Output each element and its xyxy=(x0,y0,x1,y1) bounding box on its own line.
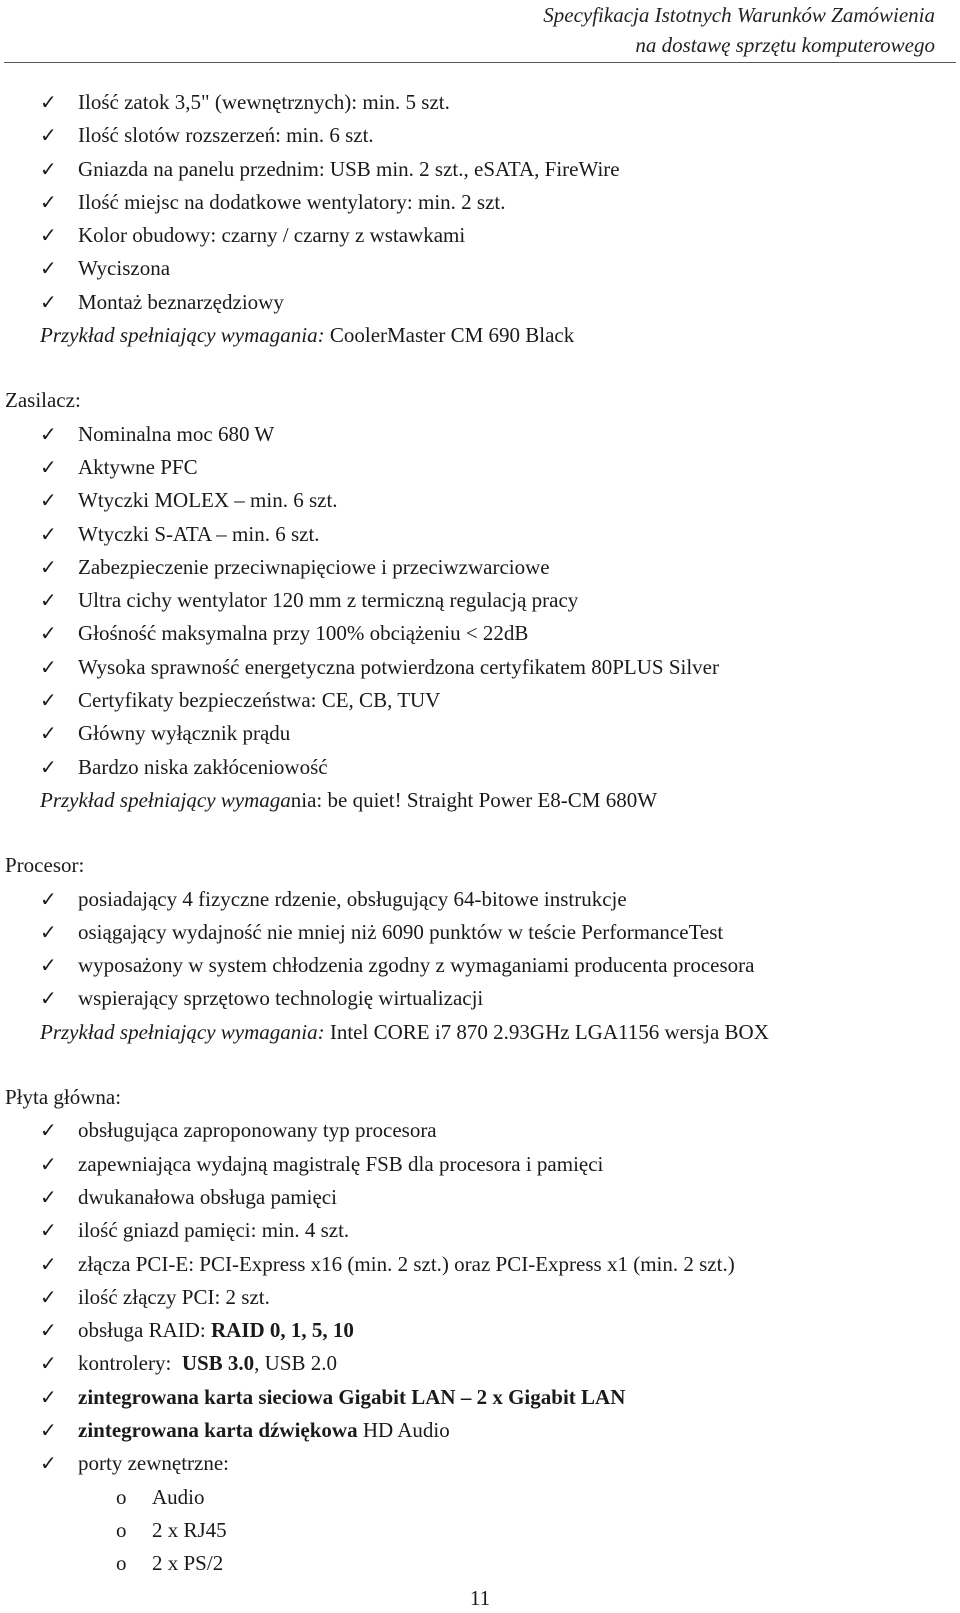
check-icon: ✓ xyxy=(40,688,57,713)
example-value: CoolerMaster CM 690 Black xyxy=(329,323,575,348)
example-value: nia: be quiet! Straight Power E8-CM 680W xyxy=(290,787,658,812)
case-section xyxy=(0,86,960,352)
page-number: 11 xyxy=(469,1586,491,1610)
header-subtitle: na dostawę sprzętu komputerowego xyxy=(635,33,935,57)
check-icon: ✓ xyxy=(40,488,57,513)
check-icon: ✓ xyxy=(40,953,57,978)
list-item-controllers: ✓ kontrolery: USB 3.0, USB 2.0 xyxy=(0,1347,960,1380)
list-item: ✓ ilość gniazd pamięci: min. 4 szt. xyxy=(0,1214,960,1247)
list-item: ✓ posiadający 4 fizyczne rdzenie, obsługujący 64-bitowe instrukcje xyxy=(0,883,960,916)
check-icon: ✓ xyxy=(40,189,57,214)
check-icon: ✓ xyxy=(40,621,57,646)
check-icon: ✓ xyxy=(40,156,57,181)
check-icon: ✓ xyxy=(40,454,57,479)
list-item-sound: ✓ zintegrowana karta dźwiękowa HD Audio xyxy=(0,1414,960,1447)
list-item-raid: ✓ obsługa RAID: RAID 0, 1, 5, 10 xyxy=(0,1314,960,1347)
header-title: Specyfikacja Istotnych Warunków Zamówienia xyxy=(543,3,935,27)
section-heading: Płyta główna: xyxy=(5,1085,122,1110)
check-icon: ✓ xyxy=(40,90,57,114)
list-item: ✓ Ilość zatok 3,5" (wewnętrznych): min. 5 szt. xyxy=(0,86,960,119)
check-icon: ✓ xyxy=(40,1284,57,1309)
list-item: ✓ zapewniająca wydajną magistralę FSB dla procesora i pamięci xyxy=(0,1148,960,1181)
check-icon: ✓ xyxy=(40,886,57,911)
check-icon: ✓ xyxy=(40,986,57,1011)
check-icon: ✓ xyxy=(40,223,57,248)
check-icon: ✓ xyxy=(40,1251,57,1276)
check-icon: ✓ xyxy=(40,1151,57,1176)
example-label: Przykład spełniający wymaga xyxy=(40,787,291,812)
list-item-lan: ✓ zintegrowana karta sieciowa Gigabit LAN – 2 x Gigabit LAN xyxy=(0,1381,960,1414)
check-icon: ✓ xyxy=(40,554,57,579)
list-item: ✓ dwukanałowa obsługa pamięci xyxy=(0,1181,960,1214)
document-body xyxy=(0,86,960,1580)
list-item: ✓ Wysoka sprawność energetyczna potwierdzona certyfikatem 80PLUS Silver xyxy=(0,651,960,684)
list-item: ✓ Zabezpieczenie przeciwnapięciowe i przeciwzwarciowe xyxy=(0,551,960,584)
list-item: ✓ Głośność maksymalna przy 100% obciążeniu < 22dB xyxy=(0,617,960,650)
section-heading: Zasilacz: xyxy=(5,388,81,413)
sub-list-item: o 2 x RJ45 xyxy=(0,1514,960,1547)
example-label: Przykład spełniający wymagania: xyxy=(40,1019,325,1044)
check-icon: ✓ xyxy=(40,1318,57,1343)
sub-list-item: o 2 x PS/2 xyxy=(0,1547,960,1580)
bullet-icon: o xyxy=(116,1551,127,1576)
check-icon: ✓ xyxy=(40,1118,57,1143)
list-item: ✓ Wtyczki MOLEX – min. 6 szt. xyxy=(0,484,960,517)
example-value: Intel CORE i7 870 2.93GHz LGA1156 wersja BOX xyxy=(329,1019,769,1044)
check-icon: ✓ xyxy=(40,1184,57,1209)
example-line xyxy=(0,319,960,352)
list-item: ✓ Ultra cichy wentylator 120 mm z termiczną regulacją pracy xyxy=(0,584,960,617)
list-item: ✓ Certyfikaty bezpieczeństwa: CE, CB, TUV xyxy=(0,684,960,717)
check-icon: ✓ xyxy=(40,1417,57,1442)
check-icon: ✓ xyxy=(40,721,57,746)
example-line xyxy=(0,1016,960,1049)
list-item: ✓ obsługująca zaproponowany typ procesora xyxy=(0,1114,960,1147)
list-item: ✓ Kolor obudowy: czarny / czarny z wstawkami xyxy=(0,219,960,252)
bullet-icon: o xyxy=(116,1484,127,1509)
check-icon: ✓ xyxy=(40,1351,57,1376)
list-item: ✓ Aktywne PFC xyxy=(0,451,960,484)
check-icon: ✓ xyxy=(40,1451,57,1476)
header-divider xyxy=(4,62,956,63)
check-icon: ✓ xyxy=(40,421,57,446)
example-label: Przykład spełniający wymagania: xyxy=(40,323,325,348)
psu-section xyxy=(0,384,960,817)
list-item: ✓ Montaż beznarzędziowy xyxy=(0,286,960,319)
check-icon: ✓ xyxy=(40,1384,57,1409)
check-icon: ✓ xyxy=(40,654,57,679)
list-item: ✓ Nominalna moc 680 W xyxy=(0,418,960,451)
example-line xyxy=(0,784,960,817)
cpu-section xyxy=(0,849,960,1049)
motherboard-section xyxy=(0,1081,960,1580)
list-item: ✓ złącza PCI-E: PCI-Express x16 (min. 2 szt.) oraz PCI-Express x1 (min. 2 szt.) xyxy=(0,1248,960,1281)
list-item: ✓ osiągający wydajność nie mniej niż 6090 punktów w teście PerformanceTest xyxy=(0,916,960,949)
bullet-icon: o xyxy=(116,1517,127,1542)
check-icon: ✓ xyxy=(40,754,57,779)
list-item: ✓ wyposażony w system chłodzenia zgodny z wymaganiami producenta procesora xyxy=(0,949,960,982)
check-icon: ✓ xyxy=(40,521,57,546)
list-item: ✓ Ilość miejsc na dodatkowe wentylatory: min. 2 szt. xyxy=(0,186,960,219)
check-icon: ✓ xyxy=(40,588,57,613)
list-item: ✓ Bardzo niska zakłóceniowość xyxy=(0,751,960,784)
check-icon: ✓ xyxy=(40,289,57,314)
list-item-ports: ✓ porty zewnętrzne: xyxy=(0,1447,960,1480)
page-header xyxy=(543,0,935,60)
sub-list-item: o Audio xyxy=(0,1481,960,1514)
list-item: ✓ ilość złączy PCI: 2 szt. xyxy=(0,1281,960,1314)
check-icon: ✓ xyxy=(40,123,57,148)
list-item: ✓ Główny wyłącznik prądu xyxy=(0,717,960,750)
list-item: ✓ Wtyczki S-ATA – min. 6 szt. xyxy=(0,518,960,551)
section-heading: Procesor: xyxy=(5,853,85,878)
list-item: ✓ wspierający sprzętowo technologię wirtualizacji xyxy=(0,982,960,1015)
check-icon: ✓ xyxy=(40,256,57,281)
list-item: ✓ Gniazda na panelu przednim: USB min. 2 szt., eSATA, FireWire xyxy=(0,153,960,186)
list-item: ✓ Wyciszona xyxy=(0,252,960,285)
check-icon: ✓ xyxy=(40,1218,57,1243)
list-item: ✓ Ilość slotów rozszerzeń: min. 6 szt. xyxy=(0,119,960,152)
check-icon: ✓ xyxy=(40,919,57,944)
